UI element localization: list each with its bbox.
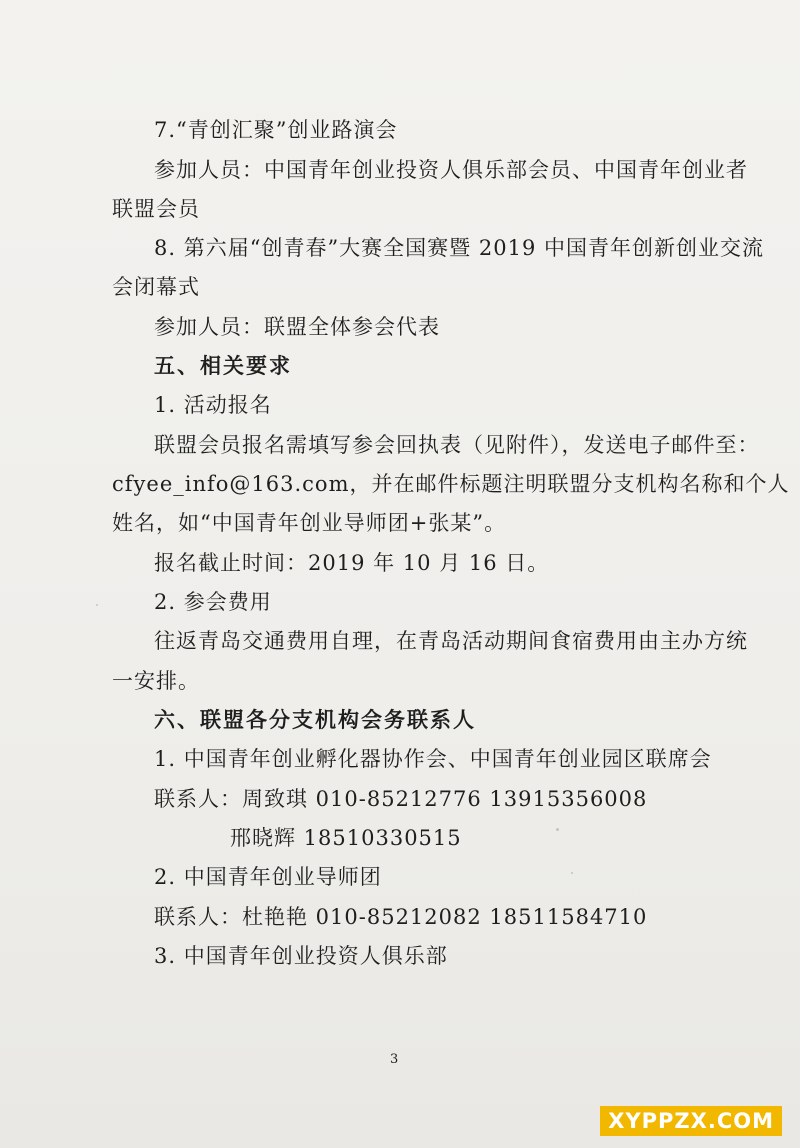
item-7-participants: 参加人员：中国青年创业投资人俱乐部会员、中国青年创业者 bbox=[154, 158, 748, 182]
fee-text-cont: 一安排。 bbox=[112, 669, 200, 693]
scan-speck bbox=[571, 872, 573, 874]
contact-group-1-person-2: 邢晓辉 18510330515 bbox=[230, 826, 462, 850]
item-8-participants: 参加人员：联盟全体参会代表 bbox=[154, 315, 440, 339]
registration-email-line: cfyee_info@163.com，并在邮件标题注明联盟分支机构名称和个人 bbox=[112, 472, 790, 496]
section-6-title: 六、联盟各分支机构会务联系人 bbox=[154, 708, 476, 732]
contact-group-2-person: 联系人：杜艳艳 010-85212082 18511584710 bbox=[154, 905, 648, 929]
scan-speck bbox=[556, 828, 559, 831]
page-number: 3 bbox=[390, 1052, 399, 1067]
section-5-title: 五、相关要求 bbox=[154, 354, 292, 378]
contact-group-1: 1. 中国青年创业孵化器协作会、中国青年创业园区联席会 bbox=[154, 747, 712, 771]
contact-group-2: 2. 中国青年创业导师团 bbox=[154, 865, 382, 889]
fee-text: 往返青岛交通费用自理，在青岛活动期间食宿费用由主办方统 bbox=[154, 629, 748, 653]
item-7-heading: 7.“青创汇聚”创业路演会 bbox=[154, 118, 398, 142]
scan-speck bbox=[96, 604, 98, 606]
fee-heading: 2. 参会费用 bbox=[154, 590, 272, 614]
registration-name-example: 姓名，如“中国青年创业导师团+张某”。 bbox=[112, 511, 507, 535]
registration-deadline: 报名截止时间：2019 年 10 月 16 日。 bbox=[154, 551, 550, 575]
registration-text: 联盟会员报名需填写参会回执表（见附件），发送电子邮件至： bbox=[154, 433, 760, 457]
contact-group-1-person-1: 联系人：周致琪 010-85212776 13915356008 bbox=[154, 787, 648, 811]
item-8-heading-cont: 会闭幕式 bbox=[112, 275, 200, 299]
item-8-heading: 8. 第六届“创青春”大赛全国赛暨 2019 中国青年创新创业交流 bbox=[154, 236, 764, 260]
registration-heading: 1. 活动报名 bbox=[154, 393, 272, 417]
contact-group-3: 3. 中国青年创业投资人俱乐部 bbox=[154, 944, 448, 968]
watermark: XYPPZX.COM bbox=[600, 1106, 782, 1136]
item-7-participants-cont: 联盟会员 bbox=[112, 197, 200, 221]
